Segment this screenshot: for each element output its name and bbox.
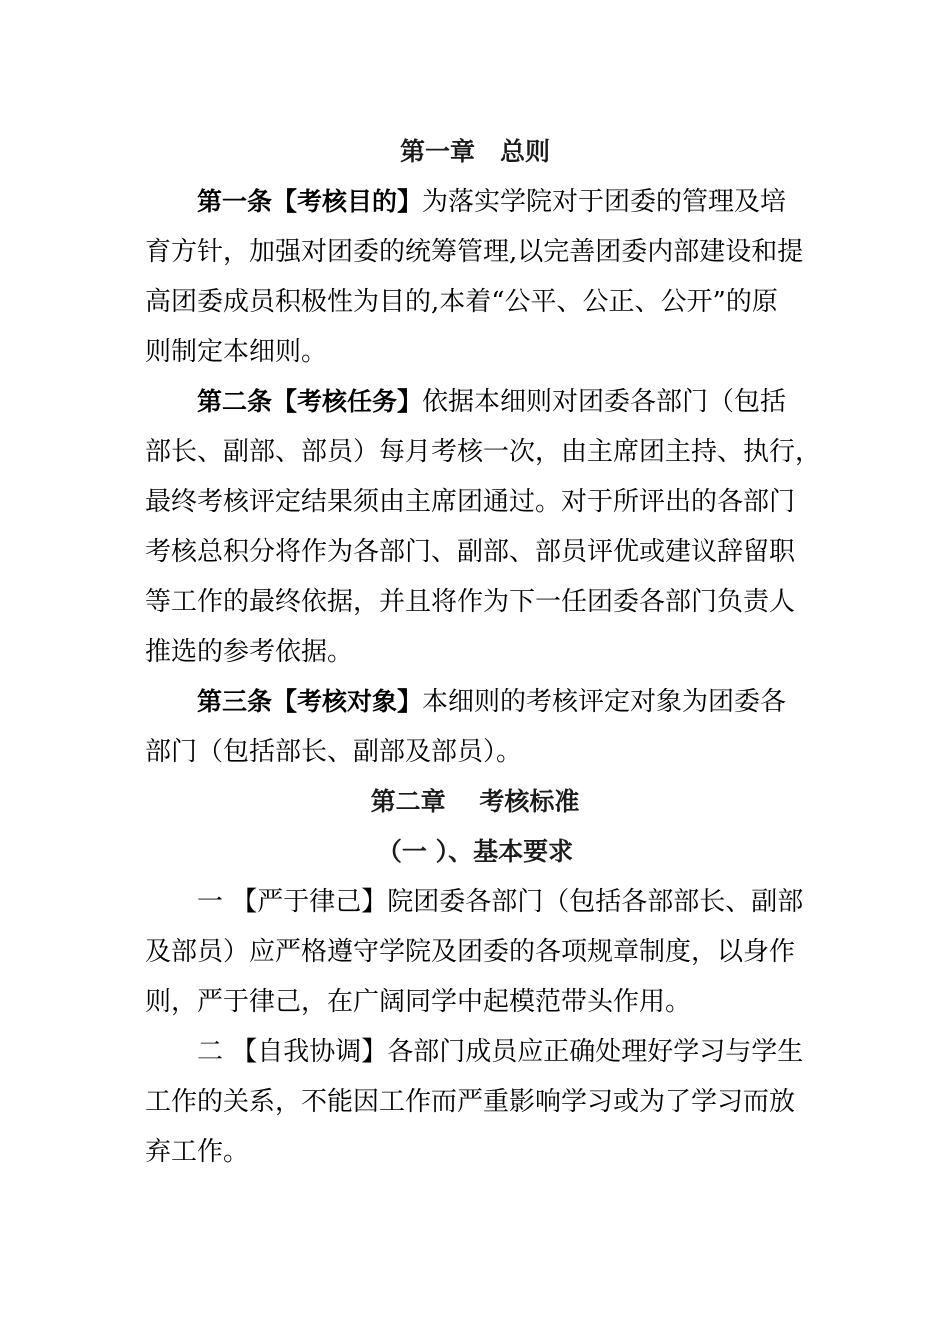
article-2-line-3: 最终考核评定结果须由主席团通过。对于所评出的各部门: [145, 487, 796, 517]
item-2-line-2: 工作的关系，不能因工作而严重影响学习或为了学习而放: [145, 1087, 796, 1117]
document-page: [145, 127, 822, 1177]
article-2-line-5: 等工作的最终依据，并且将作为下一任团委各部门负责人: [145, 587, 796, 617]
article-1-line-2: 育方针，加强对团委的统筹管理,以完善团委内部建设和提: [145, 237, 804, 267]
item-1-line-1: 一 【严于律己】院团委各部门（包括各部部长、副部: [197, 887, 804, 917]
article-2-line-2: 部长、副部、部员）每月考核一次，由主席团主持、执行，: [145, 437, 822, 467]
article-1-line-3: 高团委成员积极性为目的,本着“公平、公正、公开”的原: [145, 287, 778, 317]
item-2-line-3: 弃工作。: [145, 1137, 250, 1167]
item-1-line-3: 则，严于律己，在广阔同学中起模范带头作用。: [145, 987, 692, 1017]
item-1-line-2: 及部员）应严格遵守学院及团委的各项规章制度，以身作: [145, 937, 796, 967]
article-2-line-1: [145, 377, 805, 427]
article-1-text-1: 为落实学院对于团委的管理及培: [422, 187, 787, 217]
article-3-line-1: [145, 677, 805, 727]
article-3-heading: 第三条【考核对象】: [197, 687, 423, 716]
section-1-title: （一 ）、基本要求: [376, 837, 574, 866]
article-2-line-4: 考核总积分将作为各部门、副部、部员评优或建议辞留职: [145, 537, 796, 567]
chapter-1-title: 第一章 总则: [399, 137, 550, 166]
article-2-text-1: 依据本细则对团委各部门（包括: [422, 387, 787, 417]
article-2-heading: 第二条【考核任务】: [197, 387, 423, 416]
article-1-line-4: 则制定本细则。: [145, 337, 328, 367]
article-1-heading: 第一条【考核目的】: [197, 187, 423, 216]
chapter-2-title: 第二章 考核标准: [370, 787, 580, 816]
article-3-line-2: 部门（包括部长、副部及部员）。: [145, 737, 523, 767]
article-1-line-1: [145, 177, 805, 227]
article-2-line-6: 推选的参考依据。: [145, 637, 354, 667]
article-3-text-1: 本细则的考核评定对象为团委各: [422, 687, 787, 717]
item-2-line-1: 二 【自我协调】各部门成员应正确处理好学习与学生: [197, 1037, 804, 1067]
